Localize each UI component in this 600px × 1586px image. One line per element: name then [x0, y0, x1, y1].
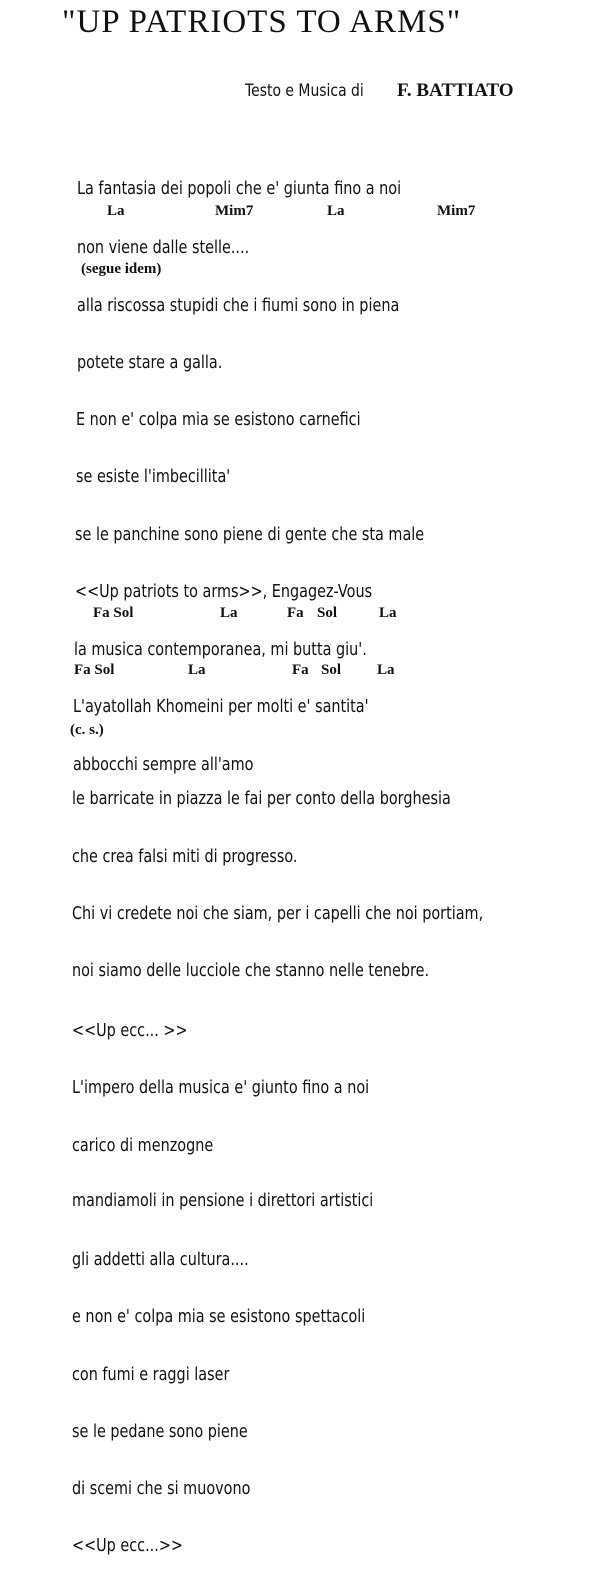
credit-line [245, 80, 514, 102]
performance-note-segue: (segue idem) [81, 261, 162, 277]
lyric-line-22: con fumi e raggi laser [72, 1364, 230, 1385]
lyric-line-19: mandiamoli in pensione i direttori artistici [72, 1190, 374, 1211]
credit-prefix: Testo e Musica di [245, 81, 364, 101]
chord-line9-4: Sol [321, 662, 342, 678]
chord-line9-3: Fa [292, 662, 309, 678]
chord-line9-5: La [377, 662, 395, 678]
lyric-line-10: L'ayatollah Khomeini per molti e' santita' [73, 696, 369, 717]
song-title: "UP PATRIOTS TO ARMS" [62, 4, 462, 40]
lyric-line-11: abbocchi sempre all'amo [73, 754, 254, 775]
credit-author: F. BATTIATO [397, 80, 514, 101]
chord-line1-4: Mim7 [437, 203, 476, 219]
lyric-line-2: non viene dalle stelle.... [77, 237, 250, 258]
lyric-line-4: potete stare a galla. [77, 352, 223, 373]
lyric-line-14: Chi vi credete noi che siam, per i capelli che noi portiam, [72, 903, 484, 924]
performance-note-cs: (c. s.) [70, 722, 104, 738]
chord-line8-2: La [220, 605, 238, 621]
chord-line8-1: Fa Sol [93, 605, 134, 621]
lyric-line-16: <<Up ecc... >> [72, 1020, 188, 1041]
chord-line9-1: Fa Sol [74, 662, 115, 678]
lyric-line-8: <<Up patriots to arms>>, Engagez-Vous [75, 581, 373, 602]
lyric-line-25: <<Up ecc...>> [72, 1535, 183, 1556]
chord-line8-3: Fa [287, 605, 304, 621]
chord-line8-5: La [379, 605, 397, 621]
lyric-line-23: se le pedane sono piene [72, 1421, 248, 1442]
lyric-line-24: di scemi che si muovono [72, 1478, 251, 1499]
lyric-line-6: se esiste l'imbecillita' [76, 466, 231, 487]
lyric-line-1: La fantasia dei popoli che e' giunta fino a noi [77, 178, 402, 199]
lyric-line-12: le barricate in piazza le fai per conto della borghesia [72, 788, 451, 809]
lyric-line-13: che crea falsi miti di progresso. [72, 846, 298, 867]
lyric-line-18: carico di menzogne [72, 1135, 214, 1156]
lyric-line-3: alla riscossa stupidi che i fiumi sono in piena [77, 295, 400, 316]
chord-line9-2: La [188, 662, 206, 678]
lyric-line-20: gli addetti alla cultura.... [72, 1249, 249, 1270]
chord-line1-1: La [107, 203, 125, 219]
lyric-line-21: e non e' colpa mia se esistono spettacoli [72, 1306, 366, 1327]
chord-line8-4: Sol [317, 605, 338, 621]
chord-line1-3: La [327, 203, 345, 219]
lyric-line-17: L'impero della musica e' giunto fino a noi [72, 1077, 370, 1098]
lyric-line-7: se le panchine sono piene di gente che sta male [75, 524, 425, 545]
lyric-line-15: noi siamo delle lucciole che stanno nelle tenebre. [72, 960, 430, 981]
chord-line1-2: Mim7 [215, 203, 254, 219]
lyric-line-9: la musica contemporanea, mi butta giu'. [74, 639, 367, 660]
lyric-line-5: E non e' colpa mia se esistono carnefici [76, 409, 361, 430]
